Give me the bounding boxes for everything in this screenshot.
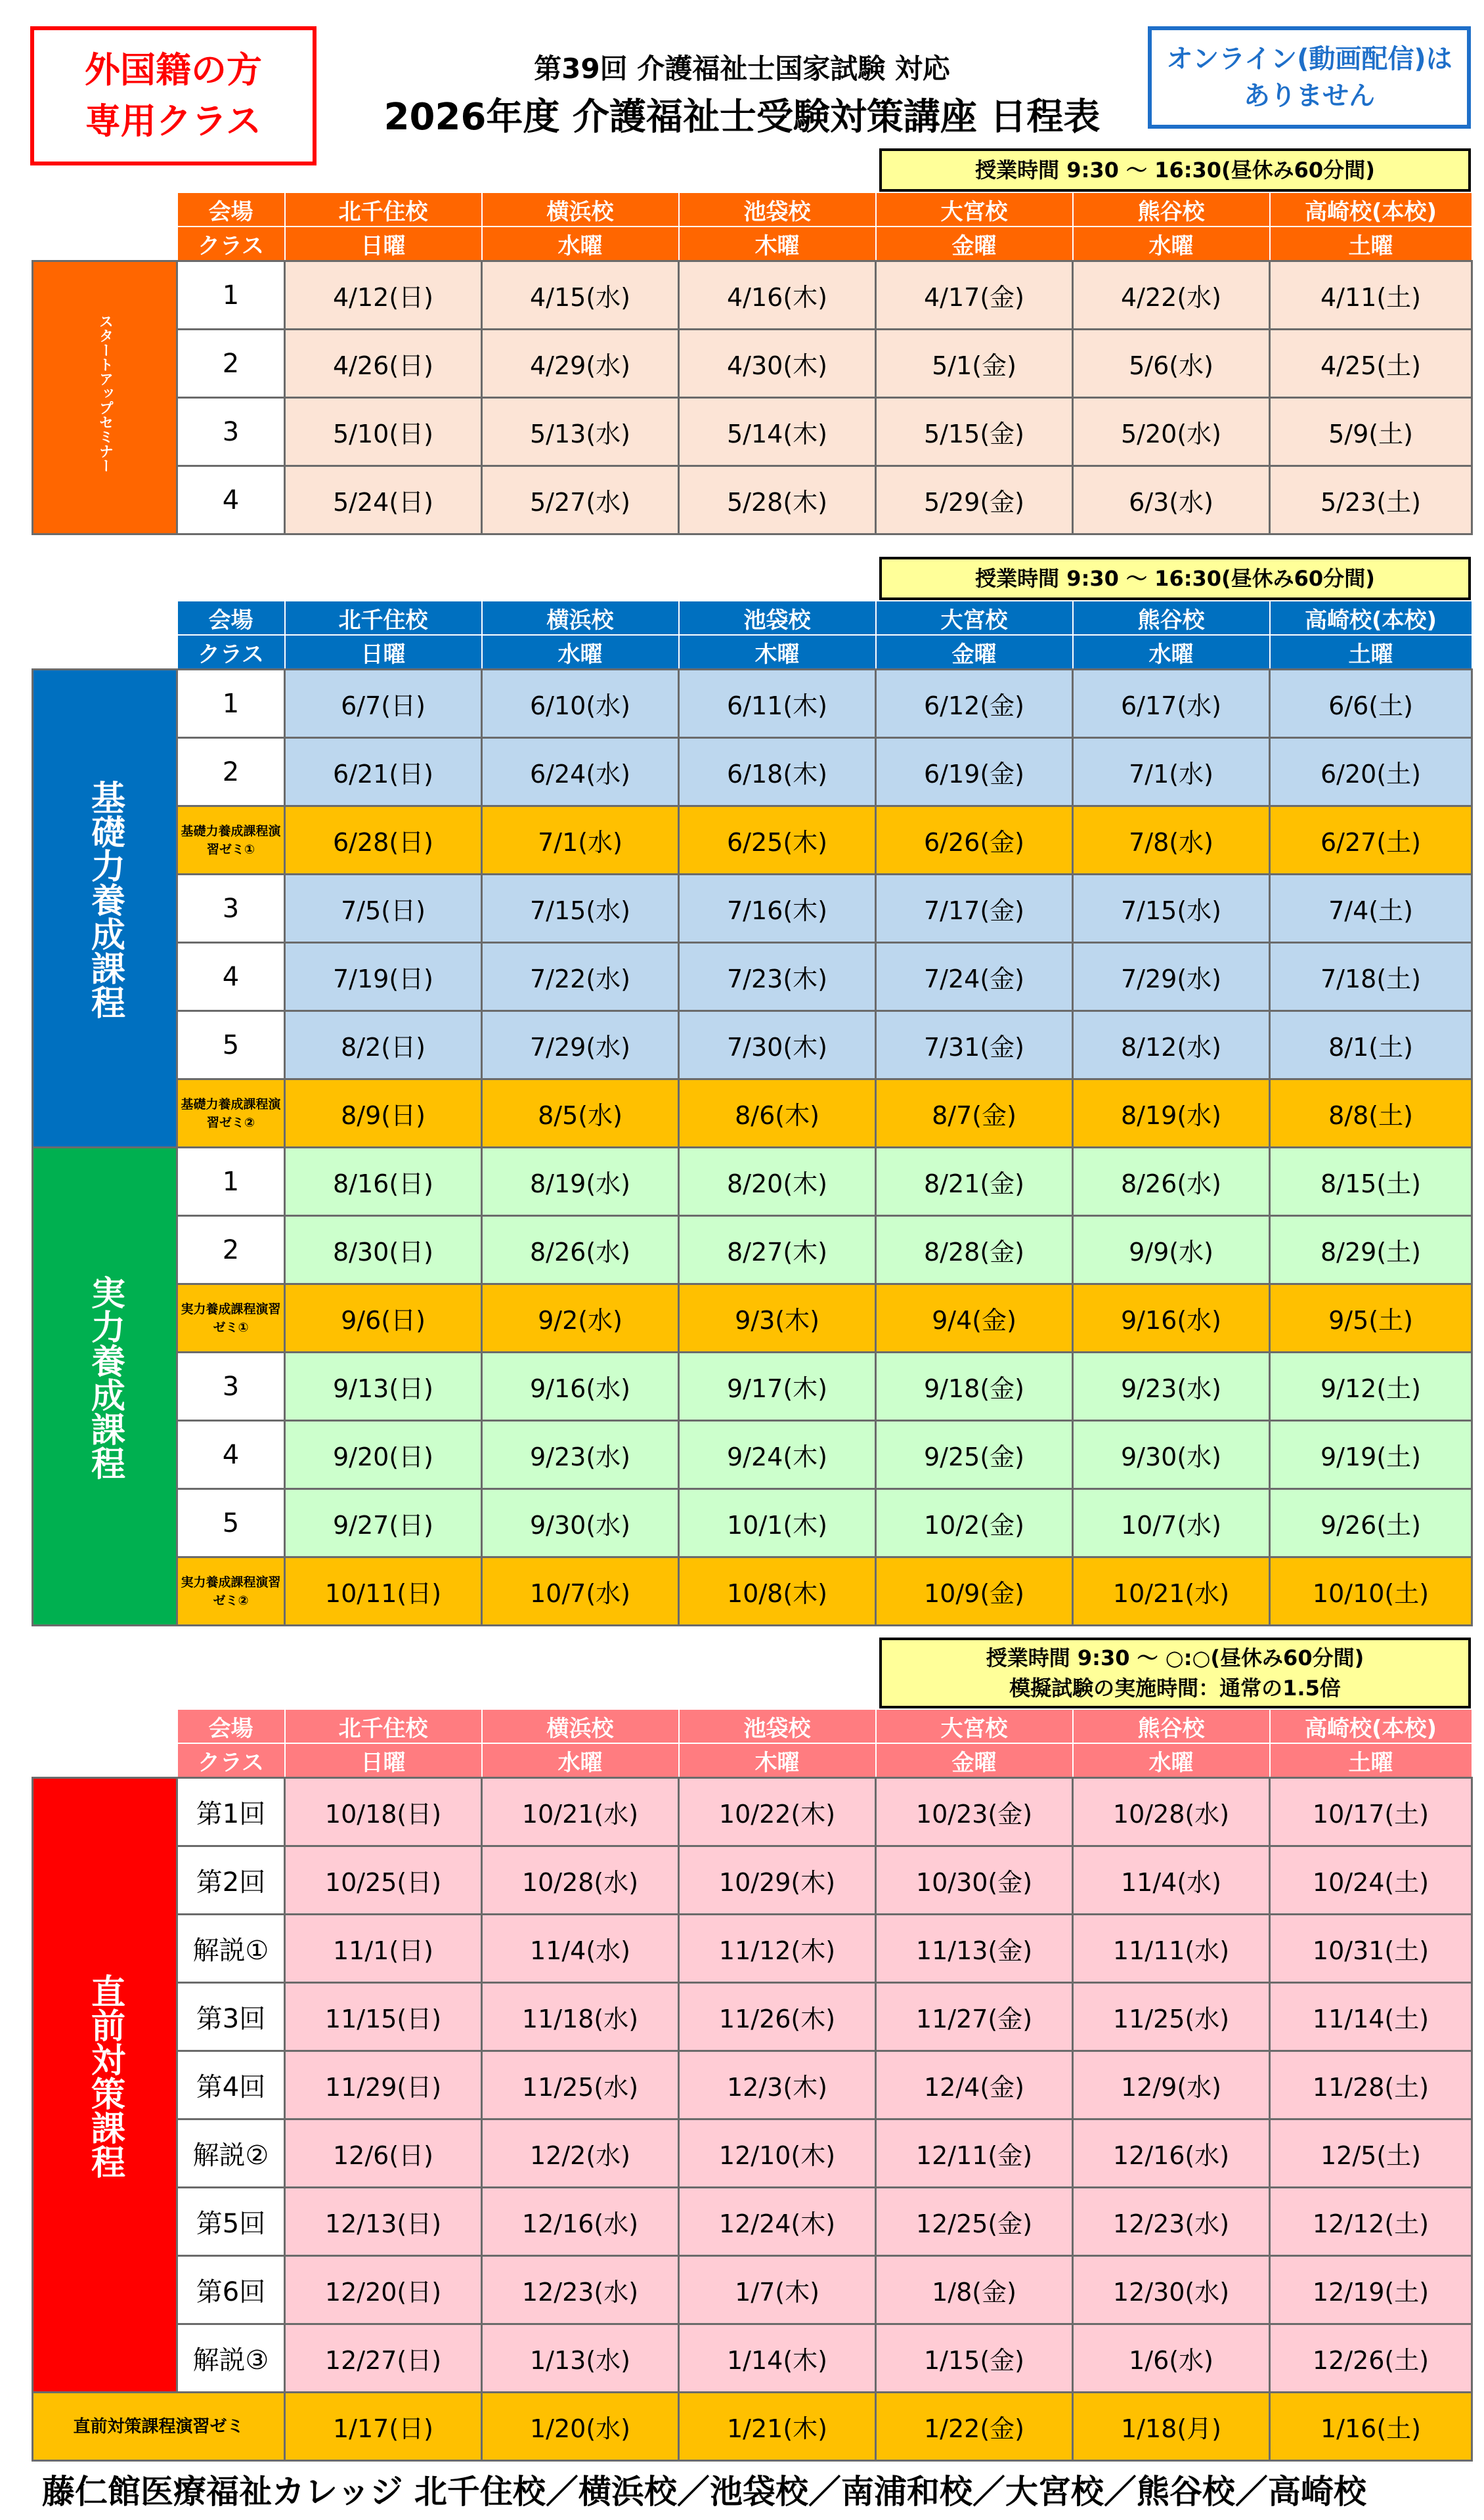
mock-exam-time-text: 模擬試験の実施時間：通常の1.5倍 xyxy=(1009,1676,1341,1701)
schedule-table-startup xyxy=(32,192,1473,535)
session-date: 7/16(木) xyxy=(679,875,876,943)
class-number: 解説② xyxy=(177,2119,285,2188)
venue-header: 大宮校 xyxy=(876,192,1073,227)
session-date: 5/9(土) xyxy=(1270,398,1472,466)
course-label-text: 直前対策課程 xyxy=(85,1974,125,2179)
school-footer: 藤仁館医療福祉カレッジ 北千住校／横浜校／池袋校／南浦和校／大宮校／熊谷校／高崎校 xyxy=(42,2473,1366,2511)
session-date: 6/3(水) xyxy=(1073,466,1270,534)
venue-header: 横浜校 xyxy=(482,601,679,635)
session-date: 5/20(水) xyxy=(1073,398,1270,466)
weekday-header: 水曜 xyxy=(482,227,679,261)
session-date: 10/18(日) xyxy=(285,1778,482,1846)
session-date: 1/16(土) xyxy=(1270,2393,1472,2461)
session-date: 12/6(日) xyxy=(285,2119,482,2188)
class-number: 4 xyxy=(177,1421,285,1489)
session-date: 7/5(日) xyxy=(285,875,482,943)
weekday-header: 木曜 xyxy=(679,635,876,670)
session-date: 11/12(木) xyxy=(679,1915,876,1983)
session-date: 8/27(木) xyxy=(679,1216,876,1284)
session-date: 9/6(日) xyxy=(285,1284,482,1353)
session-date: 11/26(木) xyxy=(679,1983,876,2051)
weekday-header: 日曜 xyxy=(285,635,482,670)
class-number: 第2回 xyxy=(177,1846,285,1915)
session-date: 1/20(水) xyxy=(482,2393,679,2461)
class-label: クラス xyxy=(177,227,285,261)
venue-label: 会場 xyxy=(177,192,285,227)
session-date: 6/6(土) xyxy=(1270,670,1472,738)
class-number: 2 xyxy=(177,738,285,806)
session-date: 4/26(日) xyxy=(285,330,482,398)
session-date: 1/13(水) xyxy=(482,2324,679,2393)
class-number: 2 xyxy=(177,330,285,398)
session-date: 9/12(土) xyxy=(1270,1353,1472,1421)
class-number: 第4回 xyxy=(177,2051,285,2119)
session-date: 5/10(日) xyxy=(285,398,482,466)
weekday-header: 木曜 xyxy=(679,1743,876,1778)
session-date: 10/11(日) xyxy=(285,1557,482,1626)
session-date: 6/10(水) xyxy=(482,670,679,738)
schedule-row xyxy=(33,1421,1472,1489)
session-date: 12/2(水) xyxy=(482,2119,679,2188)
schedule-row xyxy=(33,398,1472,466)
session-date: 12/3(木) xyxy=(679,2051,876,2119)
session-date: 7/31(金) xyxy=(876,1011,1073,1079)
session-date: 6/26(金) xyxy=(876,806,1073,875)
badge-left-line2: 専用クラス xyxy=(85,100,262,142)
seminar-label: 実力養成課程演習ゼミ① xyxy=(177,1284,285,1353)
session-date: 9/23(水) xyxy=(1073,1353,1270,1421)
badge-right-line2: ありません xyxy=(1244,81,1375,111)
schedule-row xyxy=(33,1557,1472,1626)
class-number: 解説① xyxy=(177,1915,285,1983)
session-date: 11/25(水) xyxy=(1073,1983,1270,2051)
session-date: 10/28(水) xyxy=(1073,1778,1270,1846)
course-label-practical xyxy=(33,1148,177,1626)
session-date: 8/9(日) xyxy=(285,1079,482,1148)
no-online-badge xyxy=(1148,26,1471,129)
session-date: 4/16(木) xyxy=(679,261,876,330)
course-label-basic xyxy=(33,670,177,1148)
session-date: 1/17(日) xyxy=(285,2393,482,2461)
schedule-row xyxy=(33,2324,1472,2393)
session-date: 9/27(日) xyxy=(285,1489,482,1557)
session-date: 6/18(木) xyxy=(679,738,876,806)
session-date: 10/28(水) xyxy=(482,1846,679,1915)
weekday-header: 土曜 xyxy=(1270,1743,1472,1778)
session-date: 11/4(水) xyxy=(1073,1846,1270,1915)
session-date: 12/23(水) xyxy=(482,2256,679,2324)
header-spacer xyxy=(33,192,177,227)
session-date: 7/18(土) xyxy=(1270,943,1472,1011)
class-time-text: 授業時間 9:30 ～ 16:30(昼休み60分間) xyxy=(975,566,1375,591)
session-date: 10/17(土) xyxy=(1270,1778,1472,1846)
weekday-header: 水曜 xyxy=(482,1743,679,1778)
session-date: 9/16(水) xyxy=(482,1353,679,1421)
session-date: 8/29(土) xyxy=(1270,1216,1472,1284)
weekday-header: 日曜 xyxy=(285,227,482,261)
header-spacer xyxy=(33,635,177,670)
schedule-row xyxy=(33,1846,1472,1915)
schedule-row xyxy=(33,2188,1472,2256)
venue-label: 会場 xyxy=(177,601,285,635)
schedule-row xyxy=(33,2051,1472,2119)
schedule-row xyxy=(33,1778,1472,1846)
class-number: 4 xyxy=(177,466,285,534)
venue-header: 熊谷校 xyxy=(1073,601,1270,635)
class-number: 第5回 xyxy=(177,2188,285,2256)
session-date: 9/3(木) xyxy=(679,1284,876,1353)
schedule-row xyxy=(33,261,1472,330)
session-date: 10/8(木) xyxy=(679,1557,876,1626)
session-date: 9/18(金) xyxy=(876,1353,1073,1421)
session-date: 12/11(金) xyxy=(876,2119,1073,2188)
session-date: 11/18(水) xyxy=(482,1983,679,2051)
session-date: 6/20(土) xyxy=(1270,738,1472,806)
venue-header: 大宮校 xyxy=(876,601,1073,635)
class-time-box-startup xyxy=(879,148,1471,192)
class-number: 3 xyxy=(177,398,285,466)
session-date: 1/7(木) xyxy=(679,2256,876,2324)
session-date: 6/24(水) xyxy=(482,738,679,806)
session-date: 7/15(水) xyxy=(482,875,679,943)
session-date: 12/26(土) xyxy=(1270,2324,1472,2393)
venue-header: 池袋校 xyxy=(679,601,876,635)
session-date: 11/4(水) xyxy=(482,1915,679,1983)
class-number: 第3回 xyxy=(177,1983,285,2051)
session-date: 5/24(日) xyxy=(285,466,482,534)
schedule-row xyxy=(33,1079,1472,1148)
session-date: 9/19(土) xyxy=(1270,1421,1472,1489)
session-date: 12/23(水) xyxy=(1073,2188,1270,2256)
session-date: 7/29(水) xyxy=(1073,943,1270,1011)
session-date: 10/25(日) xyxy=(285,1846,482,1915)
session-date: 7/1(水) xyxy=(482,806,679,875)
venue-header: 高崎校(本校) xyxy=(1270,192,1472,227)
session-date: 5/29(金) xyxy=(876,466,1073,534)
class-number: 3 xyxy=(177,875,285,943)
header-spacer xyxy=(33,227,177,261)
session-date: 12/16(水) xyxy=(482,2188,679,2256)
session-date: 9/24(木) xyxy=(679,1421,876,1489)
course-label-text: 基礎力養成課程 xyxy=(85,780,125,1019)
session-date: 7/19(日) xyxy=(285,943,482,1011)
session-date: 4/12(日) xyxy=(285,261,482,330)
session-date: 6/28(日) xyxy=(285,806,482,875)
badge-right-line1: オンライン(動画配信)は xyxy=(1166,44,1452,74)
schedule-row xyxy=(33,1216,1472,1284)
session-date: 5/6(水) xyxy=(1073,330,1270,398)
session-date: 7/4(土) xyxy=(1270,875,1472,943)
final-seminar-label: 直前対策課程演習ゼミ xyxy=(33,2393,285,2461)
schedule-row xyxy=(33,670,1472,738)
session-date: 4/11(土) xyxy=(1270,261,1472,330)
schedule-row xyxy=(33,738,1472,806)
session-date: 4/22(水) xyxy=(1073,261,1270,330)
foreign-students-badge xyxy=(30,26,316,165)
session-date: 6/27(土) xyxy=(1270,806,1472,875)
class-label: クラス xyxy=(177,635,285,670)
weekday-header: 水曜 xyxy=(1073,635,1270,670)
schedule-row xyxy=(33,1353,1472,1421)
venue-header: 横浜校 xyxy=(482,192,679,227)
schedule-title: 2026年度 介護福祉士受験対策講座 日程表 xyxy=(383,96,1101,139)
session-date: 4/15(水) xyxy=(482,261,679,330)
session-date: 1/15(金) xyxy=(876,2324,1073,2393)
schedule-row xyxy=(33,2256,1472,2324)
class-label: クラス xyxy=(177,1743,285,1778)
session-date: 9/30(水) xyxy=(482,1489,679,1557)
session-date: 9/13(日) xyxy=(285,1353,482,1421)
session-date: 1/22(金) xyxy=(876,2393,1073,2461)
session-date: 10/31(土) xyxy=(1270,1915,1472,1983)
session-date: 6/11(木) xyxy=(679,670,876,738)
session-date: 9/20(日) xyxy=(285,1421,482,1489)
session-date: 1/8(金) xyxy=(876,2256,1073,2324)
schedule-row xyxy=(33,806,1472,875)
venue-header: 熊谷校 xyxy=(1073,192,1270,227)
class-number: 1 xyxy=(177,1148,285,1216)
session-date: 11/25(水) xyxy=(482,2051,679,2119)
session-date: 8/26(水) xyxy=(482,1216,679,1284)
weekday-header: 金曜 xyxy=(876,227,1073,261)
badge-left-line1: 外国籍の方 xyxy=(85,49,262,91)
session-date: 10/23(金) xyxy=(876,1778,1073,1846)
session-date: 10/9(金) xyxy=(876,1557,1073,1626)
class-time-box-final xyxy=(879,1638,1471,1708)
session-date: 12/13(日) xyxy=(285,2188,482,2256)
session-date: 11/1(日) xyxy=(285,1915,482,1983)
class-number: 第6回 xyxy=(177,2256,285,2324)
session-date: 9/16(水) xyxy=(1073,1284,1270,1353)
session-date: 5/28(木) xyxy=(679,466,876,534)
weekday-header: 水曜 xyxy=(1073,227,1270,261)
venue-header: 横浜校 xyxy=(482,1709,679,1743)
seminar-label: 実力養成課程演習ゼミ② xyxy=(177,1557,285,1626)
session-date: 7/17(金) xyxy=(876,875,1073,943)
venue-header: 北千住校 xyxy=(285,192,482,227)
session-date: 7/8(水) xyxy=(1073,806,1270,875)
session-date: 7/22(水) xyxy=(482,943,679,1011)
session-date: 8/20(木) xyxy=(679,1148,876,1216)
schedule-row xyxy=(33,943,1472,1011)
class-number: 第1回 xyxy=(177,1778,285,1846)
session-date: 10/7(水) xyxy=(482,1557,679,1626)
schedule-row xyxy=(33,330,1472,398)
venue-header: 高崎校(本校) xyxy=(1270,601,1472,635)
weekday-header: 日曜 xyxy=(285,1743,482,1778)
session-date: 7/29(水) xyxy=(482,1011,679,1079)
schedule-row xyxy=(33,466,1472,534)
session-date: 8/5(水) xyxy=(482,1079,679,1148)
class-number: 解説③ xyxy=(177,2324,285,2393)
session-date: 6/25(木) xyxy=(679,806,876,875)
session-date: 6/12(金) xyxy=(876,670,1073,738)
session-date: 10/21(水) xyxy=(1073,1557,1270,1626)
session-date: 1/14(木) xyxy=(679,2324,876,2393)
session-date: 1/6(水) xyxy=(1073,2324,1270,2393)
session-date: 12/16(水) xyxy=(1073,2119,1270,2188)
class-number: 2 xyxy=(177,1216,285,1284)
session-date: 4/30(木) xyxy=(679,330,876,398)
class-time-text: 授業時間 9:30 ～ ○:○(昼休み60分間) xyxy=(986,1645,1364,1670)
schedule-row xyxy=(33,1011,1472,1079)
session-date: 9/9(水) xyxy=(1073,1216,1270,1284)
session-date: 8/15(土) xyxy=(1270,1148,1472,1216)
schedule-row xyxy=(33,1148,1472,1216)
session-date: 11/27(金) xyxy=(876,1983,1073,2051)
session-date: 10/10(土) xyxy=(1270,1557,1472,1626)
session-date: 6/7(日) xyxy=(285,670,482,738)
session-date: 12/9(水) xyxy=(1073,2051,1270,2119)
session-date: 8/26(水) xyxy=(1073,1148,1270,1216)
session-date: 11/29(日) xyxy=(285,2051,482,2119)
session-date: 4/29(水) xyxy=(482,330,679,398)
session-date: 8/19(水) xyxy=(1073,1079,1270,1148)
session-date: 8/1(土) xyxy=(1270,1011,1472,1079)
weekday-header: 水曜 xyxy=(482,635,679,670)
weekday-header: 水曜 xyxy=(1073,1743,1270,1778)
session-date: 9/23(水) xyxy=(482,1421,679,1489)
session-date: 9/30(水) xyxy=(1073,1421,1270,1489)
session-date: 4/17(金) xyxy=(876,261,1073,330)
session-date: 10/30(金) xyxy=(876,1846,1073,1915)
session-date: 8/19(水) xyxy=(482,1148,679,1216)
session-date: 12/27(日) xyxy=(285,2324,482,2393)
session-date: 9/17(木) xyxy=(679,1353,876,1421)
schedule-row xyxy=(33,1983,1472,2051)
session-date: 8/21(金) xyxy=(876,1148,1073,1216)
session-date: 10/24(土) xyxy=(1270,1846,1472,1915)
session-date: 5/13(水) xyxy=(482,398,679,466)
session-date: 7/30(木) xyxy=(679,1011,876,1079)
course-label-text: スタートアップセミナー xyxy=(97,313,114,473)
schedule-row xyxy=(33,875,1472,943)
session-date: 5/27(水) xyxy=(482,466,679,534)
venue-label: 会場 xyxy=(177,1709,285,1743)
session-date: 5/14(木) xyxy=(679,398,876,466)
session-date: 12/20(日) xyxy=(285,2256,482,2324)
session-date: 4/25(土) xyxy=(1270,330,1472,398)
course-label-final xyxy=(33,1778,177,2393)
session-date: 5/23(土) xyxy=(1270,466,1472,534)
session-date: 1/21(木) xyxy=(679,2393,876,2461)
session-date: 10/29(木) xyxy=(679,1846,876,1915)
session-date: 12/25(金) xyxy=(876,2188,1073,2256)
session-date: 9/25(金) xyxy=(876,1421,1073,1489)
session-date: 5/15(金) xyxy=(876,398,1073,466)
session-date: 9/26(土) xyxy=(1270,1489,1472,1557)
class-number: 5 xyxy=(177,1011,285,1079)
class-time-text: 授業時間 9:30 ～ 16:30(昼休み60分間) xyxy=(975,158,1375,183)
session-date: 10/21(水) xyxy=(482,1778,679,1846)
session-date: 8/16(日) xyxy=(285,1148,482,1216)
seminar-label: 基礎力養成課程演習ゼミ① xyxy=(177,806,285,875)
session-date: 8/12(水) xyxy=(1073,1011,1270,1079)
venue-header: 池袋校 xyxy=(679,192,876,227)
seminar-label: 基礎力養成課程演習ゼミ② xyxy=(177,1079,285,1148)
schedule-row xyxy=(33,1489,1472,1557)
session-date: 11/15(日) xyxy=(285,1983,482,2051)
header-spacer xyxy=(33,1709,177,1743)
final-seminar-row xyxy=(33,2393,1472,2461)
session-date: 11/14(土) xyxy=(1270,1983,1472,2051)
session-date: 12/24(木) xyxy=(679,2188,876,2256)
weekday-header: 土曜 xyxy=(1270,227,1472,261)
weekday-header: 土曜 xyxy=(1270,635,1472,670)
venue-header: 大宮校 xyxy=(876,1709,1073,1743)
session-date: 12/5(土) xyxy=(1270,2119,1472,2188)
venue-header: 熊谷校 xyxy=(1073,1709,1270,1743)
session-date: 10/22(木) xyxy=(679,1778,876,1846)
session-date: 1/18(月) xyxy=(1073,2393,1270,2461)
session-date: 8/2(日) xyxy=(285,1011,482,1079)
schedule-row xyxy=(33,2119,1472,2188)
session-date: 11/11(水) xyxy=(1073,1915,1270,1983)
session-date: 8/8(土) xyxy=(1270,1079,1472,1148)
schedule-table-basic-practical xyxy=(32,600,1473,1626)
schedule-row xyxy=(33,1915,1472,1983)
session-date: 12/19(土) xyxy=(1270,2256,1472,2324)
session-date: 9/4(金) xyxy=(876,1284,1073,1353)
class-number: 1 xyxy=(177,670,285,738)
session-date: 8/7(金) xyxy=(876,1079,1073,1148)
session-date: 7/24(金) xyxy=(876,943,1073,1011)
venue-header: 池袋校 xyxy=(679,1709,876,1743)
session-date: 6/17(水) xyxy=(1073,670,1270,738)
weekday-header: 金曜 xyxy=(876,1743,1073,1778)
session-date: 12/30(水) xyxy=(1073,2256,1270,2324)
exam-title: 第39回 介護福祉士国家試験 対応 xyxy=(534,53,950,85)
session-date: 9/5(土) xyxy=(1270,1284,1472,1353)
session-date: 5/1(金) xyxy=(876,330,1073,398)
session-date: 7/15(水) xyxy=(1073,875,1270,943)
schedule-row xyxy=(33,1284,1472,1353)
class-time-box-basic xyxy=(879,557,1471,600)
session-date: 12/12(土) xyxy=(1270,2188,1472,2256)
session-date: 10/2(金) xyxy=(876,1489,1073,1557)
class-number: 3 xyxy=(177,1353,285,1421)
session-date: 7/23(木) xyxy=(679,943,876,1011)
session-date: 6/19(金) xyxy=(876,738,1073,806)
session-date: 11/28(土) xyxy=(1270,2051,1472,2119)
venue-header: 高崎校(本校) xyxy=(1270,1709,1472,1743)
venue-header: 北千住校 xyxy=(285,601,482,635)
session-date: 11/13(金) xyxy=(876,1915,1073,1983)
session-date: 8/30(日) xyxy=(285,1216,482,1284)
session-date: 7/1(水) xyxy=(1073,738,1270,806)
schedule-table-final xyxy=(32,1708,1473,2462)
venue-header: 北千住校 xyxy=(285,1709,482,1743)
weekday-header: 金曜 xyxy=(876,635,1073,670)
session-date: 10/1(木) xyxy=(679,1489,876,1557)
course-label-startup xyxy=(33,261,177,534)
session-date: 10/7(水) xyxy=(1073,1489,1270,1557)
class-number: 5 xyxy=(177,1489,285,1557)
header-spacer xyxy=(33,601,177,635)
session-date: 12/10(木) xyxy=(679,2119,876,2188)
session-date: 6/21(日) xyxy=(285,738,482,806)
course-label-text: 実力養成課程 xyxy=(85,1275,125,1480)
class-number: 1 xyxy=(177,261,285,330)
session-date: 8/28(金) xyxy=(876,1216,1073,1284)
weekday-header: 木曜 xyxy=(679,227,876,261)
session-date: 12/4(金) xyxy=(876,2051,1073,2119)
session-date: 9/2(水) xyxy=(482,1284,679,1353)
header-spacer xyxy=(33,1743,177,1778)
session-date: 8/6(木) xyxy=(679,1079,876,1148)
class-number: 4 xyxy=(177,943,285,1011)
